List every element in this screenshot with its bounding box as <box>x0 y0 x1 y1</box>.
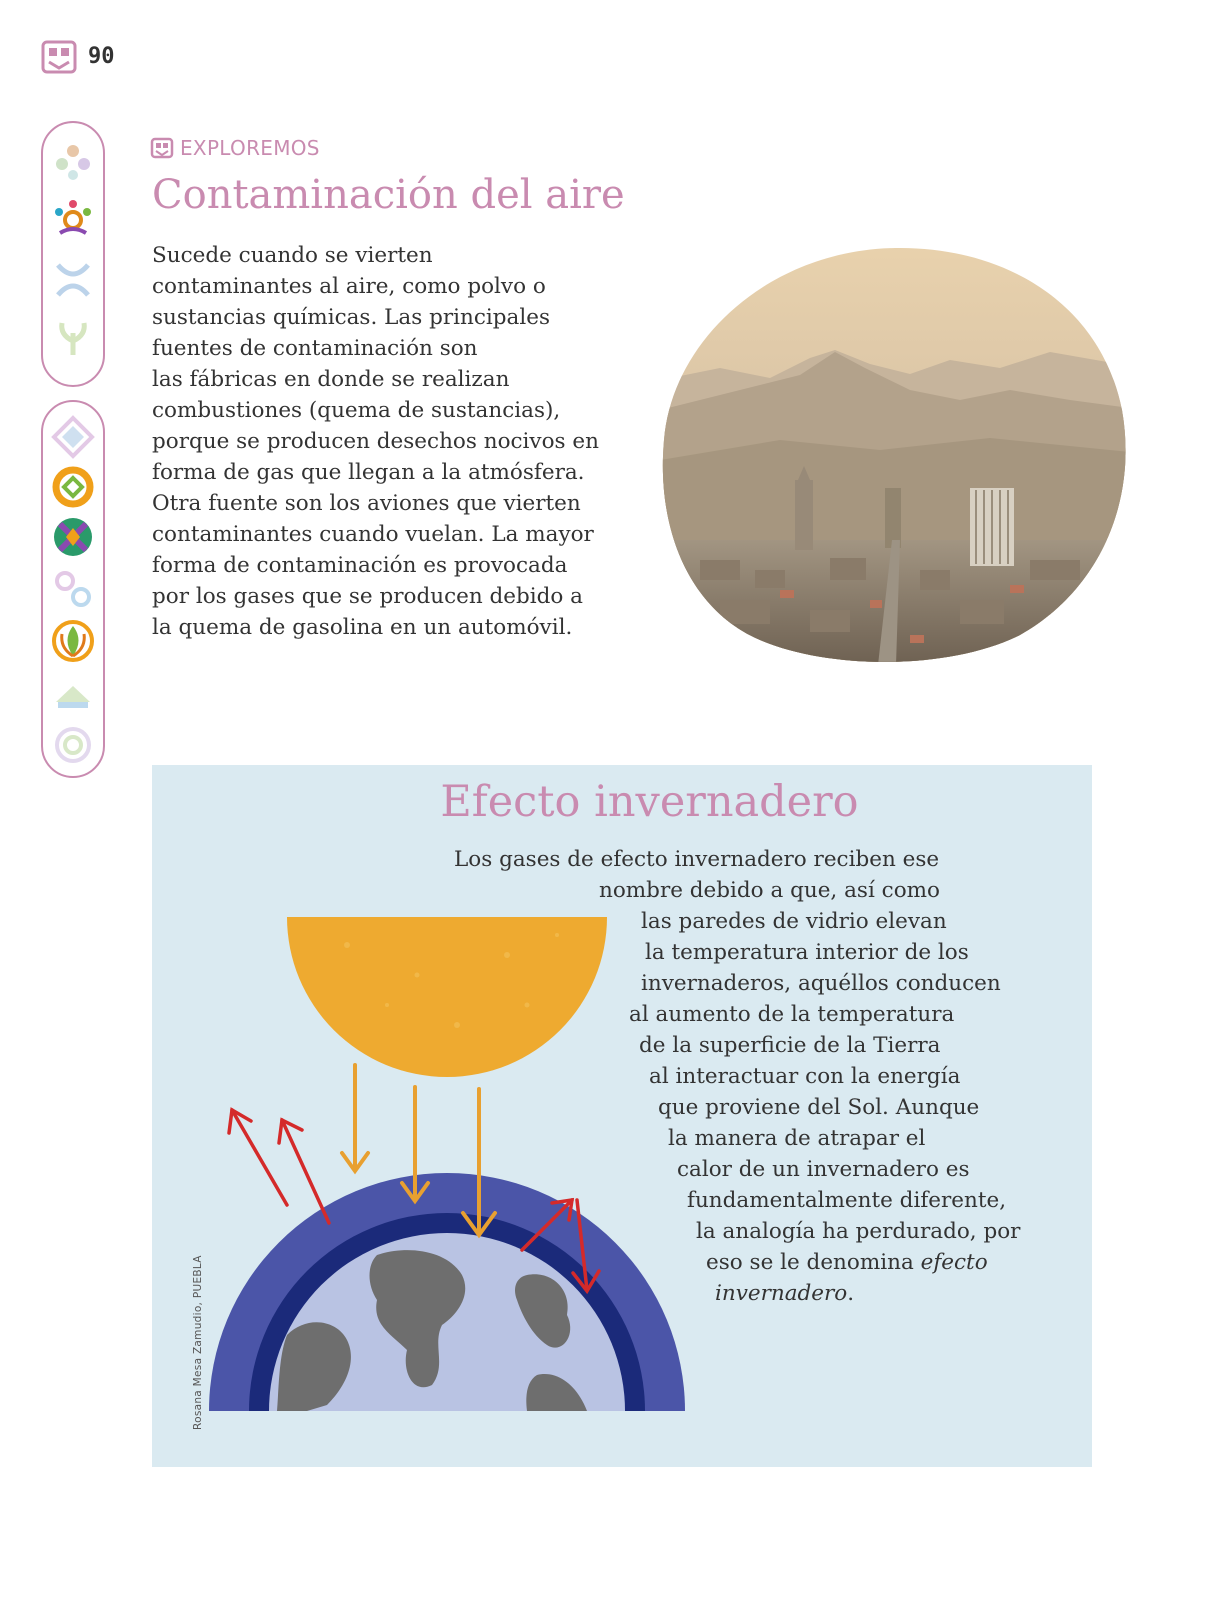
illustration-credit: Rosana Mesa Zamudio, PUEBLA <box>192 1255 204 1430</box>
emphasis-invernadero: invernadero <box>715 1281 848 1306</box>
intro-line: fuentes de contaminación son <box>152 336 478 361</box>
box-line: al aumento de la temperatura <box>629 1002 955 1027</box>
box-line: de la superficie de la Tierra <box>639 1033 941 1058</box>
intro-line: sustancias químicas. Las principales <box>152 305 550 330</box>
figures-faded-icon[interactable] <box>50 257 96 303</box>
intro-line: contaminantes al aire, como polvo o <box>152 274 546 299</box>
box-line: la analogía ha perdurado, por <box>696 1219 1021 1244</box>
box-line: la temperatura interior de los <box>645 940 969 965</box>
cross-diamond-icon[interactable] <box>50 514 96 560</box>
box-line: nombre debido a que, así como <box>599 878 940 903</box>
smog-city-photo <box>660 240 1130 665</box>
spiral-faded-icon[interactable] <box>50 722 96 768</box>
page-title: Contaminación del aire <box>152 172 625 218</box>
lotus-icon[interactable] <box>50 618 96 664</box>
box-line: Los gases de efecto invernadero reciben ese <box>454 847 940 872</box>
intro-line: forma de gas que llegan a la atmósfera. <box>152 460 585 485</box>
greenhouse-illustration <box>207 915 707 1425</box>
greenhouse-effect-box <box>152 765 1092 1467</box>
box-line: invernaderos, aquéllos conducen <box>641 971 1001 996</box>
exploremos-icon <box>150 136 174 160</box>
chain-faded-icon[interactable] <box>50 566 96 612</box>
intro-line: Otra fuente son los aviones que vierten <box>152 491 581 516</box>
intro-line: porque se producen desechos nocivos en <box>152 429 599 454</box>
sidebar-nav-top <box>41 121 105 387</box>
plant-faded-icon[interactable] <box>50 315 96 361</box>
sun-figure-icon[interactable] <box>50 197 96 243</box>
box-line-text: eso se le denomina <box>706 1250 921 1275</box>
pyramid-faded-icon[interactable] <box>50 672 96 718</box>
sun-shape <box>287 917 607 1077</box>
box-line: la manera de atrapar el <box>668 1126 926 1151</box>
intro-line: por los gases que se producen debido a <box>152 584 583 609</box>
intro-line: contaminantes cuando vuelan. La mayor <box>152 522 594 547</box>
box-line-emphasis <box>715 1281 854 1306</box>
intro-line: combustiones (quema de sustancias), <box>152 398 561 423</box>
box-line: al interactuar con la energía <box>649 1064 961 1089</box>
flower-faded-icon[interactable] <box>50 139 96 185</box>
sidebar-nav-bottom <box>41 400 105 778</box>
box-line: fundamentalmente diferente, <box>687 1188 1007 1213</box>
section-label <box>180 136 320 160</box>
period: . <box>847 1281 855 1306</box>
box-line: las paredes de vidrio elevan <box>641 909 947 934</box>
section-label-text: EXPLOREMOS <box>180 136 320 160</box>
box-line-last <box>706 1250 988 1275</box>
diamond-faded-icon[interactable] <box>50 414 96 460</box>
emphasis-efecto: efecto <box>920 1250 988 1275</box>
intro-line: la quema de gasolina en un automóvil. <box>152 615 573 640</box>
ring-orange-icon[interactable] <box>50 464 96 510</box>
box-title: Efecto invernadero <box>440 777 859 827</box>
intro-line: las fábricas en donde se realizan <box>152 367 510 392</box>
page-number: 90 <box>88 44 115 69</box>
intro-paragraph <box>152 240 632 643</box>
header-emblem-icon <box>40 38 78 76</box>
intro-line: Sucede cuando se vierten <box>152 243 433 268</box>
intro-line: forma de contaminación es provocada <box>152 553 568 578</box>
box-line: calor de un invernadero es <box>677 1157 970 1182</box>
box-line: que proviene del Sol. Aunque <box>658 1095 980 1120</box>
